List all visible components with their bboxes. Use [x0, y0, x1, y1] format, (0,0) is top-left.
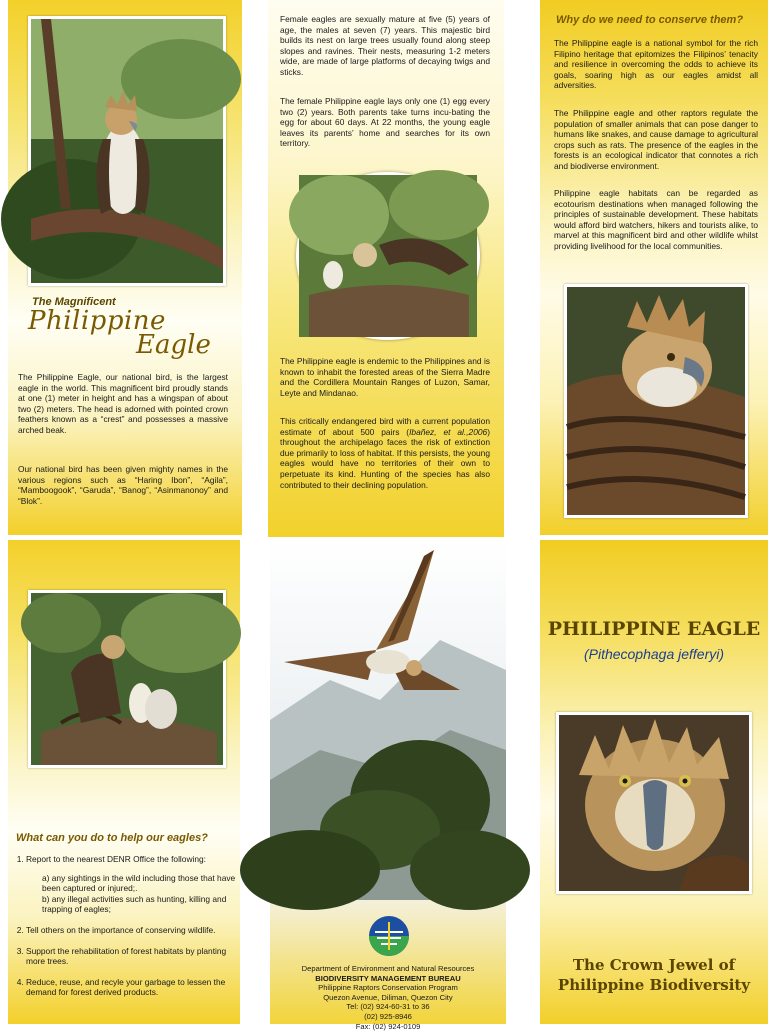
street-address: Quezon Avenue, Diliman, Quezon City — [323, 992, 453, 1002]
denr-logo — [367, 914, 411, 958]
raptors-paragraph: The Philippine eagle and other raptors regulate the population of smaller animals that can pose danger to humans like snakes, and cause damage to agricultural crops such as rats. The presence of the eagles in the forests is an ecological indicator that connotes a rich and biodiverse environment. — [554, 108, 758, 171]
tagline-line2: Philippine Biodiversity — [557, 976, 751, 994]
panel-back-cover — [270, 540, 506, 1031]
panel-magnificent — [8, 0, 242, 535]
help-heading: What can you do to help our eagles? — [16, 832, 208, 844]
help-list — [14, 854, 238, 1008]
eagle-on-branch-photo — [28, 16, 226, 286]
range-paragraph: The Philippine eagle is endemic to the Philippines and is known to inhabit the forested areas of the Sierra Madre and the Cordillera Mountain Ranges of Luzon, Samar, Leyte and Mindanao. — [280, 356, 490, 398]
cover-title: PHILIPPINE EAGLE — [547, 618, 761, 640]
help-subitem-illegal: b) any illegal activities such as hunting, killing and trapping of eagles; — [42, 893, 227, 915]
eagle-family-nest-photo — [28, 590, 226, 768]
eagle-portrait-photo — [564, 284, 748, 518]
help-item-reforest: 3. Support the rehabilitation of forest habitats by planting more trees. — [26, 946, 238, 967]
panel-front-cover — [540, 540, 768, 1024]
panel-title-line2: Eagle — [136, 330, 211, 360]
flying-eagle-illustration — [284, 550, 470, 720]
eagle-nest-oval-photo — [296, 172, 480, 340]
telephone-2: (02) 925-8946 — [364, 1011, 412, 1021]
help-item-report: 1. Report to the nearest DENR Office the following: a) any sightings in the wild including those that have been captured or injured;. b) any illegal activities such as hunting, killing and trapping of eagles; — [26, 854, 238, 915]
eagle-closeup-photo — [556, 712, 752, 894]
egg-paragraph: The female Philippine eagle lays only one (1) egg every two (2) years. Both parents take turns incu-bating the egg for about 60 days. At 22 months, the young eagle leaves its parents’ home and searches for its own territory. — [280, 96, 490, 149]
help-item-reduce: 4. Reduce, reuse, and recyle your garbage to lessen the demand for forest derived products. — [26, 977, 238, 998]
program-name: Philippine Raptors Conservation Program — [318, 983, 458, 993]
maturity-paragraph: Female eagles are sexually mature at five (5) years of age, the males at seven (7) years. This majestic bird builds its nest on large trees usually found along steep slopes and ravines. Their nests, measuring 1-2 meters wide, are made of large platforms of decaying twigs and sticks. — [280, 14, 490, 77]
ecotourism-paragraph: Philippine eagle habitats can be regarded as ecotourism destinations when managed following the principles of sustainable development. These habitats would afford bird watchers, hikers and tourists alike, to marvel at this magnificent bird and other wildlife whilst providing livelihood for the local communities. — [554, 188, 758, 251]
panel-why-conserve — [540, 0, 768, 535]
fax-number: Fax: (02) 924-0109 — [355, 1021, 421, 1031]
tagline-line1: The Crown Jewel of — [572, 956, 736, 974]
help-subitem-sightings: a) any sightings in the wild including those that have been captured or injured;. — [42, 872, 236, 894]
scientific-name: (Pithecophaga jefferyi) — [583, 646, 725, 662]
telephone-1: Tel: (02) 924-60-31 to 36 — [346, 1002, 430, 1012]
why-heading: Why do we need to conserve them? — [556, 14, 744, 26]
bureau-name: BIODIVERSITY MANAGEMENT BUREAU — [315, 973, 461, 983]
intro-paragraph: The Philippine Eagle, our national bird, is the largest eagle in the world. This magnificent bird proudly stands at one (1) meter in height and has a wingspan of about two (2) meters. The head is adorned with pointed crown feathers known as a “crest” and possesses a massive arched beak. — [18, 372, 228, 435]
population-paragraph: This critically endangered bird with a current population estimate of about 500 pairs (Ibañez, et al.,2006) throughout the archipelago faces the risk of extinction due primarily to loss of habitat. If this persists, the young eagles would have no territories of their own to perpetuate its kind. Hunting of the species has also contributed to their declining population. — [280, 416, 490, 490]
panel-title-line1: Philippine — [28, 306, 166, 336]
dept-name: Department of Environment and Natural Resources — [301, 964, 475, 973]
symbol-paragraph: The Philippine eagle is a national symbol for the rich Filipino heritage that epitomizes the Filipinos’ tenacity and resilience in overcoming the odds to achieve its goals, soaring high as our eagles amidst all adversities. — [554, 38, 758, 91]
panel-how-to-help — [8, 540, 240, 1024]
office-address-block — [270, 964, 506, 1031]
help-item-tell-others: 2. Tell others on the importance of conserving wildlife. — [26, 925, 238, 936]
panel-subtitle: The Magnificent — [32, 296, 116, 308]
panel-breeding-habitat — [268, 0, 504, 537]
names-paragraph: Our national bird has been given mighty names in the various regions such as “Haring Ibon”, “Agila”, “Mamboogook”, “Garuda”, “Banog”, “Asinmanonoy” and “Blok”. — [18, 464, 228, 506]
